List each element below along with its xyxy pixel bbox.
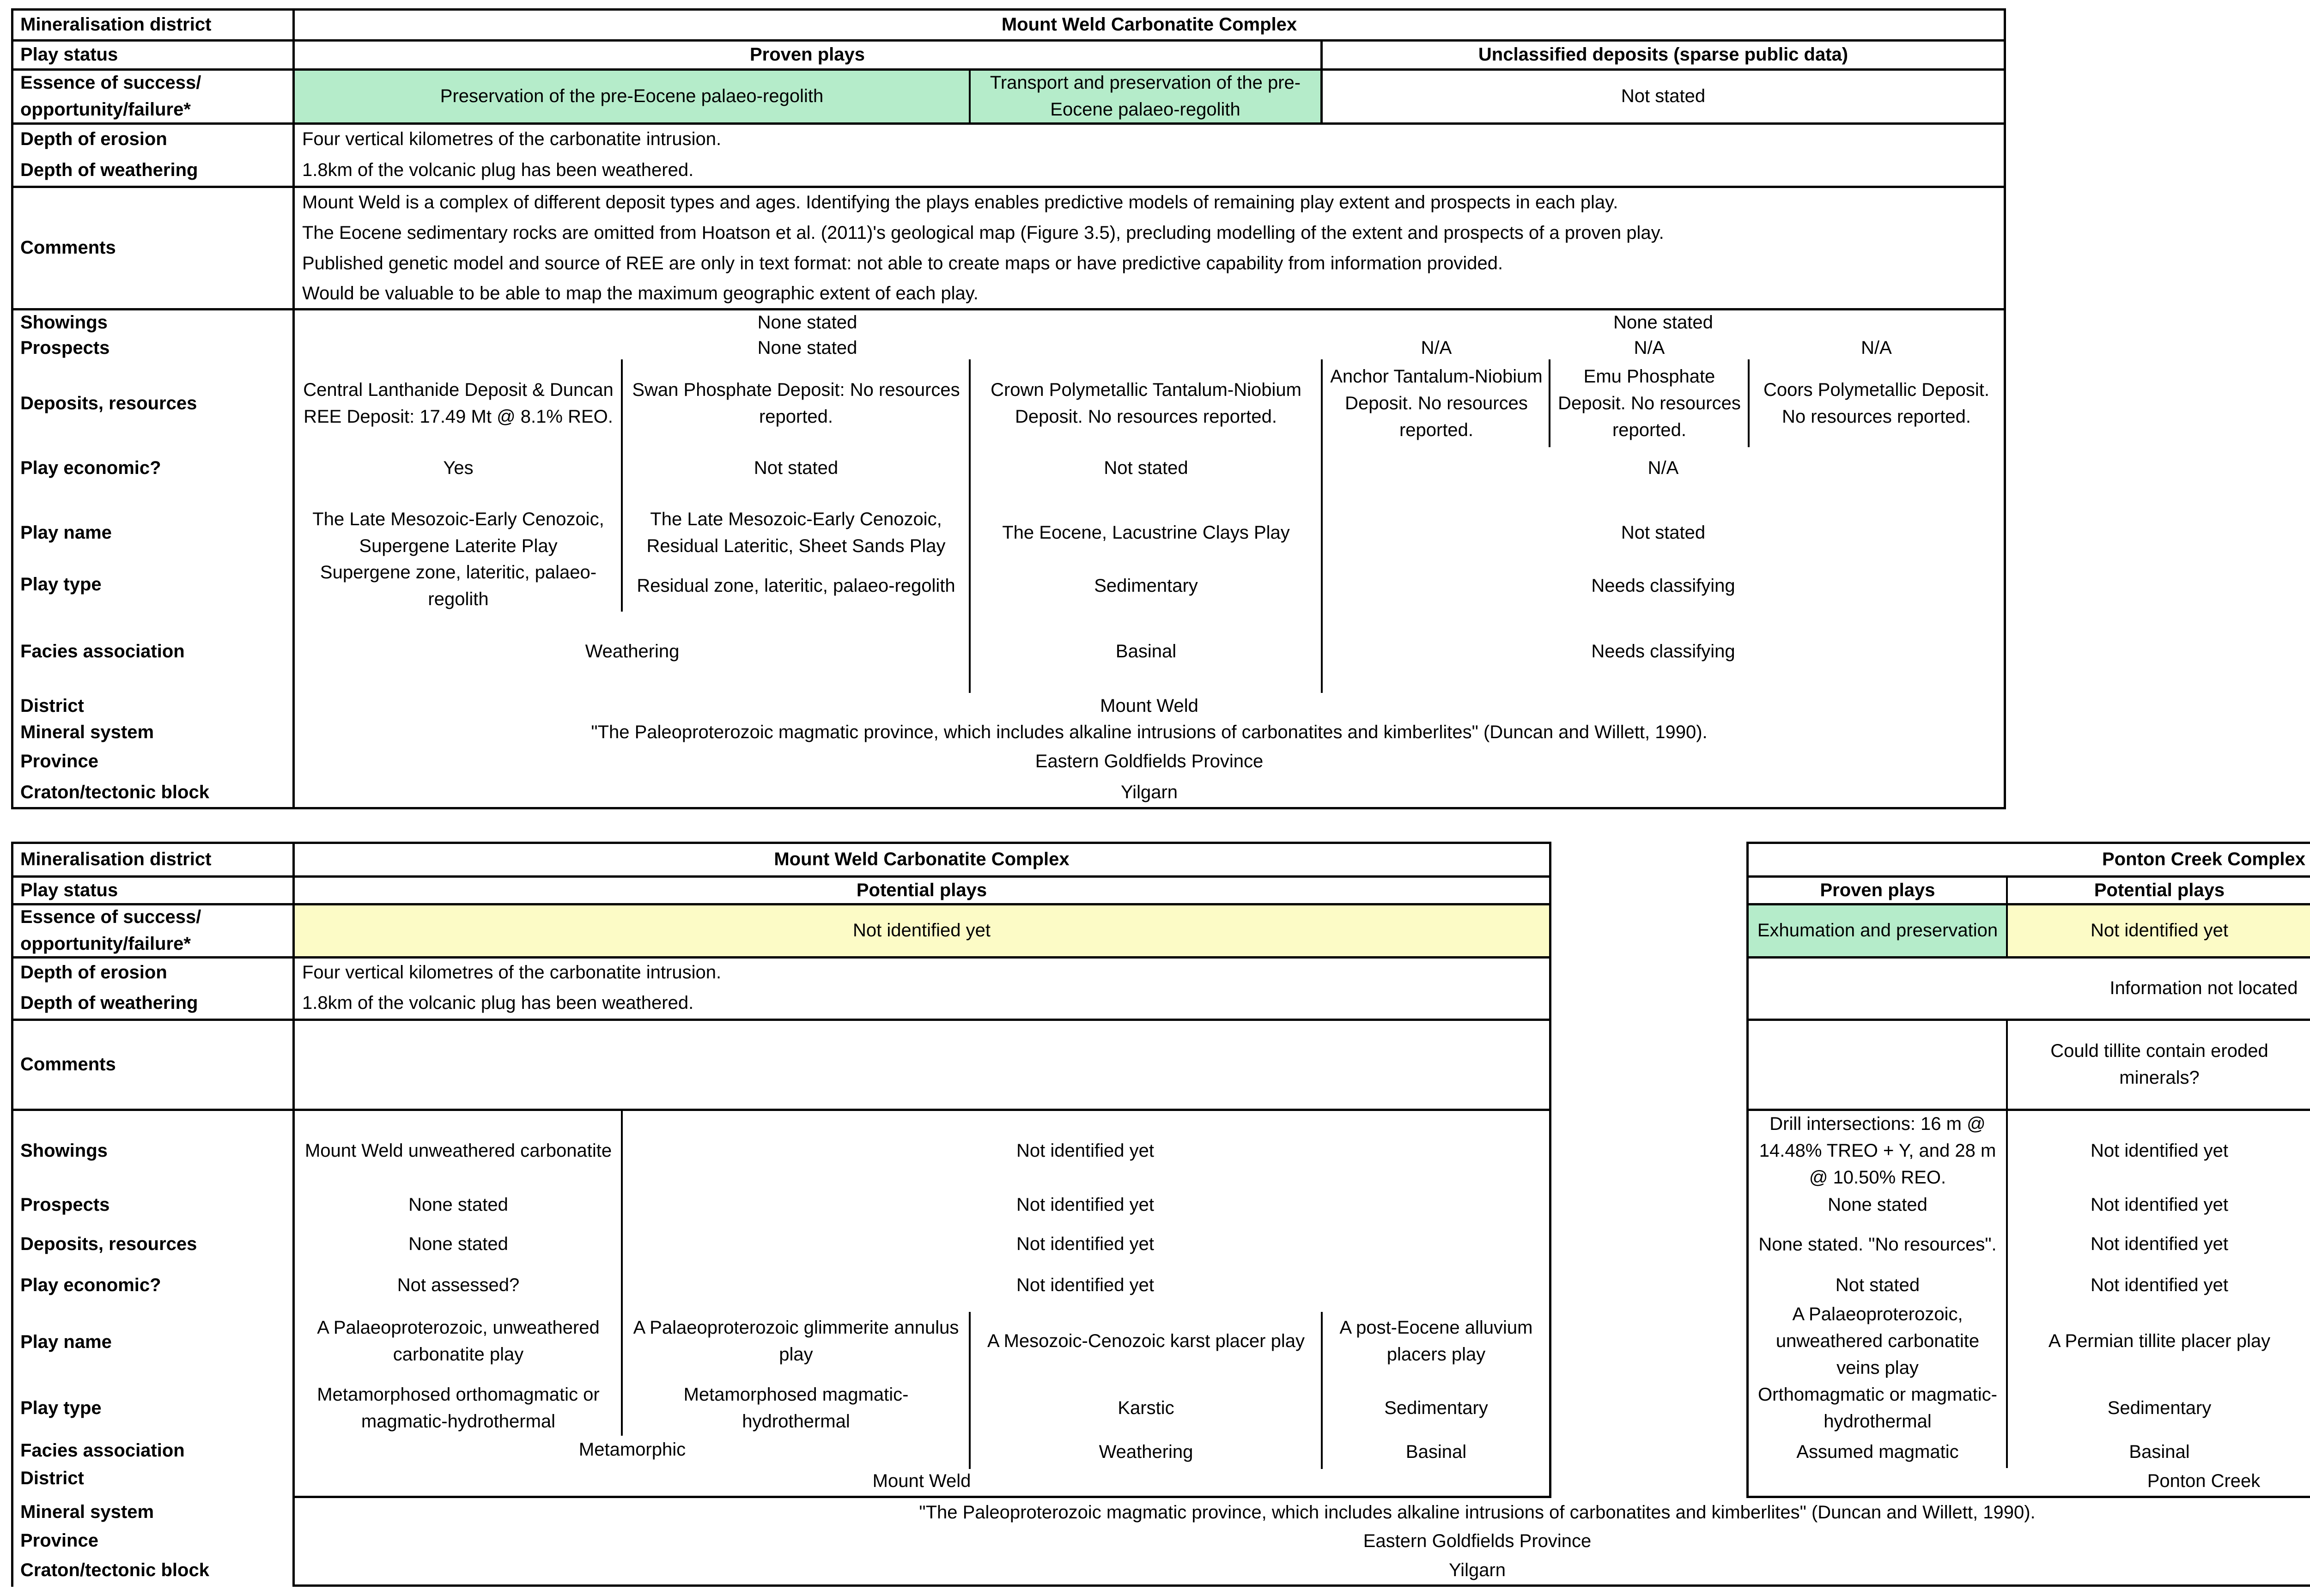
play-name-unclassified: Not stated <box>1621 522 1706 543</box>
play-type-unclassified: Needs classifying <box>1591 575 1735 596</box>
economic-1: Yes <box>443 457 474 478</box>
label-prospects: Prospects <box>20 337 110 358</box>
showings-potential: Not identified yet <box>2091 1140 2228 1161</box>
facies-unclassified: Needs classifying <box>1591 641 1735 661</box>
label-erosion: Depth of erosion <box>20 128 167 149</box>
prospects-proven: None stated <box>757 337 857 358</box>
deposit-coors: Coors Polymetallic Deposit. No resources reported. <box>1763 379 1990 427</box>
essence-transport: Transport and preservation of the pre-Eocene palaeo-regolith <box>990 72 1301 120</box>
facies-weathering: Weathering <box>585 641 680 661</box>
label-play-type: Play type <box>20 1397 102 1418</box>
prospects-potential: Not identified yet <box>2091 1195 2228 1215</box>
label-mineral-system: Mineral system <box>20 722 154 742</box>
play-type-2: Residual zone, lateritic, palaeo-regolith <box>637 575 955 596</box>
weathering-value: 1.8km of the volcanic plug has been weathered. <box>302 993 694 1013</box>
district-value: Ponton Creek <box>2147 1471 2261 1491</box>
label-province: Province <box>20 751 98 771</box>
craton-value: Yilgarn <box>1448 1560 1506 1580</box>
play-name-proven: A Palaeoproterozoic, unweathered carbonatite veins play <box>1775 1304 1980 1378</box>
play-type-2: Metamorphosed magmatic-hydrothermal <box>683 1384 909 1432</box>
play-type-4: Sedimentary <box>1384 1397 1488 1418</box>
district-value: Mount Weld <box>1100 695 1198 716</box>
label-facies: Facies association <box>20 641 185 661</box>
essence-exhumation: Exhumation and preservation <box>1757 920 1998 941</box>
prospects-rest: Not identified yet <box>1016 1195 1154 1215</box>
play-type-potential: Sedimentary <box>2107 1397 2212 1418</box>
mineral-system-value: "The Paleoproterozoic magmatic province, which includes alkaline intrusions of carbonatites and kimberlites" (Duncan and Willett, 1990). <box>591 722 1708 742</box>
label-prospects: Prospects <box>20 1195 110 1215</box>
facies-basinal: Basinal <box>1405 1442 1467 1462</box>
label-craton: Craton/tectonic block <box>20 1560 209 1580</box>
play-type-3: Sedimentary <box>1094 575 1198 596</box>
play-name-3: The Eocene, Lacustrine Clays Play <box>1002 522 1290 543</box>
province-value: Eastern Goldfields Province <box>1363 1531 1592 1551</box>
label-status: Play status <box>20 880 118 900</box>
craton-value: Yilgarn <box>1120 782 1178 802</box>
label-weathering: Depth of weathering <box>20 160 198 180</box>
economic-1: Not assessed? <box>397 1275 520 1295</box>
economic-3: Not stated <box>1104 457 1188 478</box>
district-value: Mount Weld <box>872 1471 971 1491</box>
showings-unclassified: None stated <box>1613 312 1713 333</box>
comment-line: The Eocene sedimentary rocks are omitted from Hoatson et al. (2011)'s geological map (Figure 3.5), precluding modelling of the extent and prospects of a proven play. <box>302 223 1664 243</box>
play-type-3: Karstic <box>1118 1397 1174 1418</box>
economic-potential: Not identified yet <box>2091 1275 2228 1295</box>
essence-unclassified: Not stated <box>1621 85 1706 106</box>
header-proven-plays: Proven plays <box>1820 880 1935 900</box>
comment-potential: Could tillite contain eroded minerals? <box>2050 1041 2268 1088</box>
deposits-proven: None stated. "No resources". <box>1758 1234 1997 1255</box>
deposit-anchor: Anchor Tantalum-Niobium Deposit. No resources reported. <box>1330 366 1543 440</box>
header-proven-plays: Proven plays <box>749 44 865 65</box>
label-deposits: Deposits, resources <box>20 1234 197 1254</box>
play-type-1: Metamorphosed orthomagmatic or magmatic-hydrothermal <box>317 1384 600 1432</box>
essence-preservation: Preservation of the pre-Eocene palaeo-regolith <box>440 85 824 106</box>
label-district: Mineralisation district <box>20 14 212 35</box>
prospects-1: None stated <box>408 1195 508 1215</box>
label-weathering: Depth of weathering <box>20 993 198 1013</box>
deposit-swan-phosphate: Swan Phosphate Deposit: No resources reported. <box>632 379 960 427</box>
label-status: Play status <box>20 44 118 65</box>
erosion-value: Four vertical kilometres of the carbonatite intrusion. <box>302 128 722 149</box>
label-comments: Comments <box>20 237 116 258</box>
essence-potential: Not identified yet <box>2091 920 2228 941</box>
showings-1: Mount Weld unweathered carbonatite <box>304 1140 612 1161</box>
label-deposits: Deposits, resources <box>20 393 197 413</box>
district-title: Ponton Creek Complex <box>2102 849 2306 869</box>
label-comments: Comments <box>20 1054 116 1074</box>
district-title: Mount Weld Carbonatite Complex <box>774 849 1070 869</box>
prospects-na: N/A <box>1861 337 1892 358</box>
economic-2: Not stated <box>754 457 839 478</box>
deposits-rest: Not identified yet <box>1016 1234 1154 1254</box>
play-type-proven: Orthomagmatic or magmatic-hydrothermal <box>1758 1384 1997 1432</box>
erosion-value: Four vertical kilometres of the carbonatite intrusion. <box>302 962 722 983</box>
label-showings: Showings <box>20 312 108 333</box>
district-title: Mount Weld Carbonatite Complex <box>1001 14 1297 35</box>
mineral-system-value: "The Paleoproterozoic magmatic province, which includes alkaline intrusions of carbonatites and kimberlites" (Duncan and Willett, 1990). <box>919 1502 2036 1523</box>
label-play-type: Play type <box>20 574 102 595</box>
economic-unclassified: N/A <box>1647 457 1679 478</box>
header-potential-plays: Potential plays <box>856 880 987 900</box>
deposits-1: None stated <box>408 1234 508 1254</box>
label-essence: Essence of success/ opportunity/failure* <box>20 72 201 120</box>
comment-line: Would be valuable to be able to map the maximum geographic extent of each play. <box>302 283 979 303</box>
essence-potential: Not identified yet <box>853 920 991 941</box>
deposit-emu: Emu Phosphate Deposit. No resources reported. <box>1558 366 1741 440</box>
header-potential-plays: Potential plays <box>2094 880 2225 900</box>
label-play-name: Play name <box>20 522 112 543</box>
header-unclassified: Unclassified deposits (sparse public data) <box>1478 44 1848 65</box>
showings-rest: Not identified yet <box>1016 1140 1154 1161</box>
weathering-value: 1.8km of the volcanic plug has been weathered. <box>302 160 694 180</box>
economic-rest: Not identified yet <box>1016 1275 1154 1295</box>
deposit-central-lanthanide: Central Lanthanide Deposit & Duncan REE Deposit: 17.49 Mt @ 8.1% REO. <box>303 379 614 427</box>
facies-basinal: Basinal <box>1115 641 1177 661</box>
label-district-row: District <box>20 695 84 716</box>
information-not-located: Information not located <box>2109 978 2298 998</box>
label-showings: Showings <box>20 1140 108 1161</box>
label-economic: Play economic? <box>20 457 161 478</box>
showings-proven: None stated <box>757 312 857 333</box>
prospects-proven: None stated <box>1828 1195 1927 1215</box>
label-district-row: District <box>20 1468 84 1488</box>
facies-weathering: Weathering <box>1099 1442 1193 1462</box>
label-province: Province <box>20 1530 98 1551</box>
deposit-crown-polymetallic: Crown Polymetallic Tantalum-Niobium Deposit. No resources reported. <box>991 379 1301 427</box>
province-value: Eastern Goldfields Province <box>1035 751 1264 771</box>
showings-proven: Drill intersections: 16 m @ 14.48% TREO + Y, and 28 m @ 10.50% REO. <box>1759 1113 1996 1188</box>
facies-potential: Basinal <box>2129 1442 2190 1462</box>
label-facies: Facies association <box>20 1440 185 1461</box>
play-name-potential: A Permian tillite placer play <box>2048 1330 2271 1351</box>
prospects-na: N/A <box>1634 337 1665 358</box>
facies-proven: Assumed magmatic <box>1796 1442 1959 1462</box>
economic-proven: Not stated <box>1835 1275 1920 1295</box>
facies-metamorphic: Metamorphic <box>578 1439 686 1460</box>
play-name-3: A Mesozoic-Cenozoic karst placer play <box>987 1330 1305 1351</box>
label-district: Mineralisation district <box>20 849 212 869</box>
label-erosion: Depth of erosion <box>20 962 167 983</box>
comment-line: Mount Weld is a complex of different deposit types and ages. Identifying the plays enables predictive models of remaining play extent and prospects in each play. <box>302 192 1618 212</box>
play-name-2: A Palaeoproterozoic glimmerite annulus play <box>633 1317 959 1365</box>
play-name-1: The Late Mesozoic-Early Cenozoic, Supergene Laterite Play <box>312 509 604 556</box>
label-essence: Essence of success/ opportunity/failure* <box>20 907 201 954</box>
comment-line: Published genetic model and source of REE are only in text format: not able to create maps or have predictive capability from information provided. <box>302 253 1503 273</box>
deposits-potential: Not identified yet <box>2091 1234 2228 1254</box>
play-type-1: Supergene zone, lateritic, palaeo-regolith <box>320 562 597 609</box>
label-mineral-system: Mineral system <box>20 1501 154 1522</box>
prospects-na: N/A <box>1421 337 1452 358</box>
label-play-name: Play name <box>20 1332 112 1352</box>
label-craton: Craton/tectonic block <box>20 782 209 802</box>
play-name-1: A Palaeoproterozoic, unweathered carbonatite play <box>317 1317 600 1365</box>
play-name-4: A post-Eocene alluvium placers play <box>1339 1317 1533 1365</box>
play-name-2: The Late Mesozoic-Early Cenozoic, Residual Lateritic, Sheet Sands Play <box>646 509 946 556</box>
label-economic: Play economic? <box>20 1275 161 1295</box>
